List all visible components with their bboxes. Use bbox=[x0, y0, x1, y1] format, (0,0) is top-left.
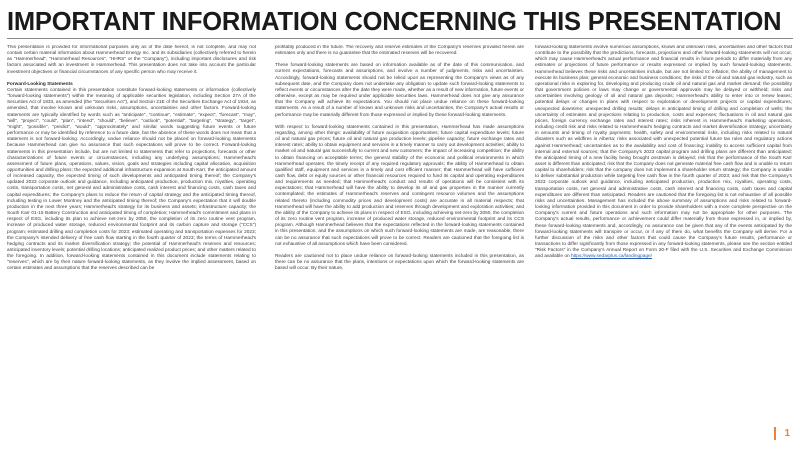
column-3 bbox=[535, 45, 792, 440]
page-title: IMPORTANT INFORMATION CONCERNING THIS PRESENTATION bbox=[7, 8, 782, 36]
column-2 bbox=[275, 45, 524, 440]
section-heading-forward-looking: Forward-Looking Statements bbox=[7, 81, 73, 87]
risks-text: forward-looking statements involve numerous assumptions, known and unknown risks, uncertainties and other factors that contribute to the possibility that the predictions, forecasts, projections and other forward-looking statements will not occur, which may cause Hammerhead's actual performance and financial results in future periods to differ materially from any estimates or projections of future performance or results expressed or implied by such forward-looking statements. Hammerhead believes these risks and uncertainties include, but are not limited to: inflation; the ability of management to execute its business plan; general economic and business conditions; the risks of the oil and natural gas industry, such as operational risks in exploring for, developing and producing crude oil and natural gas and market demand; the possibility that government policies or laws may change or governmental approvals may be delayed or withheld; risks and uncertainties involving geology of oil and natural gas deposits; Hammerhead's ability to enter into or renew leases; potential delays or changes in plans with respect to exploration or development projects or capital expenditures; unexpected downtime; unexpected drilling results; delays in anticipated timing of drilling and completion of wells; the uncertainty of estimates and projections relating to production, costs and expenses; fluctuations in oil and natural gas prices, foreign currency exchange rates and interest rates; risks inherent in Hammerhead's marketing operations, including credit risk and risks related to Hammerhead's hedging contracts and market diversification strategy; uncertainty in amounts and timing of royalty payments; health, safety and environmental risks, including risks related to natural disasters such as wildfires in Alberta; risks associated with unexpected potential future tax rules and regulatory actions against Hammerhead; uncertainties as to the availability and cost of financing; inability to access sufficient capital from internal and external sources; that the Company's 2023 capital program and drilling plans are different than anticipated; the anticipated timing of a new facility being brought onstream is delayed; risk that the performance of the South Karr asset is different than anticipated; risk that the Company does not generate material free cash flow and is unable to return capital to shareholders; risk that the company does not implement a shareholder return strategy; the Company is unable to deliver substantial production while targeting free cash flow in the fourth quarter of 2023; and risk that the Company's 2023 corporate outlook and guidance, including anticipated production, production mix, royalties, operating costs, transportation costs, net general and administrative costs, cash interest and financing costs, cash taxes and capital expenditures are different than anticipated. Readers are cautioned that the foregoing list is not exhaustive of all possible risks and uncertainties. Management has included the above summary of assumptions and risks related to forward-looking information provided in this document in order to provide shareholders with a more complete perspective on the Company's current and future operations and such information may not be appropriate for other purposes. The Company's actual results, performance or achievement could differ materially from those expressed in, or implied by, these forward-looking statements and, accordingly, no assurance can be given that any of the events anticipated by the forward-looking statements will transpire or occur, or if any of them do, what benefits the Company will derive. For a further discussion of the risks and other factors that could cause the Company's future results, performance or transactions to differ significantly from those expressed in any forward-looking statements, please see the section entitled "Risk Factors" in the Company's Annual Report on Form 20-F filed with the U.S. Securities and Exchange Commission and available on bbox=[535, 45, 792, 260]
forward-looking-paragraph: Certain statements contained in this presentation constitute forward-looking statements or information (collectively "forward-looking statements") within the meaning of applicable securities legislation, including Section 27A of the Securities Act of 1933, as amended (the "Securities Act"), and Section 21E of the Securities Exchange Act of 1934, as amended, that involve known and unknown risks, assumptions, uncertainties and other factors. Forward-looking statements are typically identified by words such as "anticipate", "continue", "estimate", "expect", "forecast", "may", "will", "project", "could", "plan", "intend", "should", "believe", "outlook", "potential", "targeting", "strategy", "target", "might", "possible", "predict", "would", "approximately" and similar words suggesting future events or future performance or may be identified by reference to a future date, but the absence of these words does not mean that a statement is not forward-looking. Accordingly, undue reliance should not be placed on forward-looking statements because Hammerhead can give no assurance that such expectations will prove to be correct. Forward-looking statements in this presentation include, but are not limited to statements that refer to projections, forecasts or other characterizations of future events or circumstances, including any underlying assumptions; Hammerhead's assessment of future plans, operations, values, vision, goals and strategies including capital allocation, acquisition opportunities and drilling plans; the expected additional infrastructure expansion at South Karr, the anticipated amount of increased capacity, the expected timing of such developments and anticipated timing thereof; the Company's updated 2023 corporate outlook and guidance, including anticipated production, production mix, royalties, operating costs, transportation costs, net general and administrative costs, cash interest and financing costs, cash taxes and capital expenditures; the Company's plans to reduce the return of capital strategy and the anticipated timing thereof, including testing in Lower Montney and the anticipated timing thereof; the Company's expectation that it will double production in the next three years; Hammerhead's strategy for its business and assets; infrastructure capacity; the South Karr 01-15 Battery Construction and anticipated timing of completion; Hammerhead's commitment and plans in respect of ESG, including its plan to achieve net-zero by 2050, the completion of its zero routine vent program, increase of produced water storage, reduced environmental footprint and its carbon capture and storage ("CCS") program; estimated drilling and completion costs for 2023; estimated operating and transportation expenses for 2023; the Company's intended delivery of free cash flow starting in the fourth quarter of 2023; the terms of Hammerhead's hedging contracts and its market diversification strategy; the potential of Hammerhead's reserves and resources; anticipated inventory levels; potential drilling locations; anticipated realized product prices; and other matters related to the foregoing. In addition, forward-looking statements contained in this document include statements relating to "reserves", which are by their nature forward-looking statements, as they involve the implied assessment, based on certain estimates and assumptions that the reserves described can be bbox=[7, 87, 256, 272]
caution-paragraph: Readers are cautioned not to place undue reliance on forward-looking statements included in this presentation, as there can be no assurance that the plans, intentions or expectations upon which the forward-looking statements are based will occur. By their nature, bbox=[275, 253, 524, 272]
title-divider bbox=[7, 38, 793, 39]
risks-paragraph bbox=[535, 45, 792, 260]
reserves-paragraph: profitably produced in the future. The recovery and reserve estimates of the Company's reserves provided herein are estimates only and there is no guarantee that the estimated reserves will be recovered. bbox=[275, 45, 524, 57]
intro-paragraph: This presentation is provided for informational purposes only as of the date hereof, is not complete, and may not contain certain material information about Hammerhead Energy Inc. and its subsidiaries (collectively referred to herein as "Hammerhead", "Hammerhead Resources", "HHRS" or the "Company"), including important disclosures and risk factors associated with an investment in Hammerhead. This presentation does not take into account the particular investment objectives or financial circumstances of any specific person who may receive it. bbox=[7, 45, 256, 75]
page-accent-bar bbox=[774, 427, 776, 440]
information-paragraph: These forward-looking statements are based on information available as of the date of this communication, and current expectations, forecasts and assumptions, and involve a number of judgments, risks and uncertainties. Accordingly, forward-looking statements should not be relied upon as representing the Company's views as of any subsequent date, and the Company does not undertake any obligation to update such forward-looking statements to reflect events or circumstances after the date they were made, whether as a result of new information, future events or otherwise, except as may be required under applicable securities laws. Hammerhead does not give any assurance that the Company will achieve its expectations. You should not place undue reliance on these forward-looking statements. As a result of a number of known and unknown risks and uncertainties, the Company's actual results or performance may be materially different from those expressed or implied by these forward-looking statements. bbox=[275, 63, 524, 118]
sedar-link[interactable]: https://www.sedarplus.ca/landingpage/ bbox=[570, 254, 653, 260]
assumptions-paragraph: With respect to forward-looking statements contained in this presentation, Hammerhead has made assumptions regarding, among other things: availability of future acquisition opportunities; future capital expenditure levels; future oil and natural gas prices; future oil and natural gas production levels; pipeline capacity; future exchange rates and interest rates; ability to obtain equipment and services in a timely manner to carry out development activities; ability to market oil and natural gas successfully to current and new customers; the impact of increasing competition; the ability to obtain financing on acceptable terms; the general stability of the economic and political environments in which Hammerhead operates; the timely receipt of any required regulatory approvals; the ability of Hammerhead to obtain qualified staff, equipment and services in a timely and cost efficient manner; that Hammerhead will have sufficient cash flow, debt or equity sources or other financial resources required to fund its capital and operating expenditures and requirements as needed; that Hammerhead's conduct and results of operations will be consistent with its expectations; that Hammerhead will have the ability to develop its oil and gas properties in the manner currently contemplated; the estimates of Hammerhead's reserves and contingent resource volumes and the assumptions related thereto (including commodity prices and development costs) are accurate in all material respects; that Hammerhead will have the ability to add production and reserves through development and exploration activities; and the ability of the Company to achieve its plans in respect of ESG, including achieving net-zero by 2050, the completion of its zero routine vent program, increase of produced water storage, reduced environmental footprint and its CCS program. Although Hammerhead believes that the expectations reflected in the forward-looking statements contained in this presentation, and the assumptions on which such forward-looking statements are made, are reasonable, there can be no assurance that such expectations will prove to be correct. Readers are cautioned that the foregoing list is not exhaustive of all assumptions which have been considered. bbox=[275, 124, 524, 247]
column-1 bbox=[7, 45, 256, 440]
page-number: 1 bbox=[784, 428, 790, 439]
